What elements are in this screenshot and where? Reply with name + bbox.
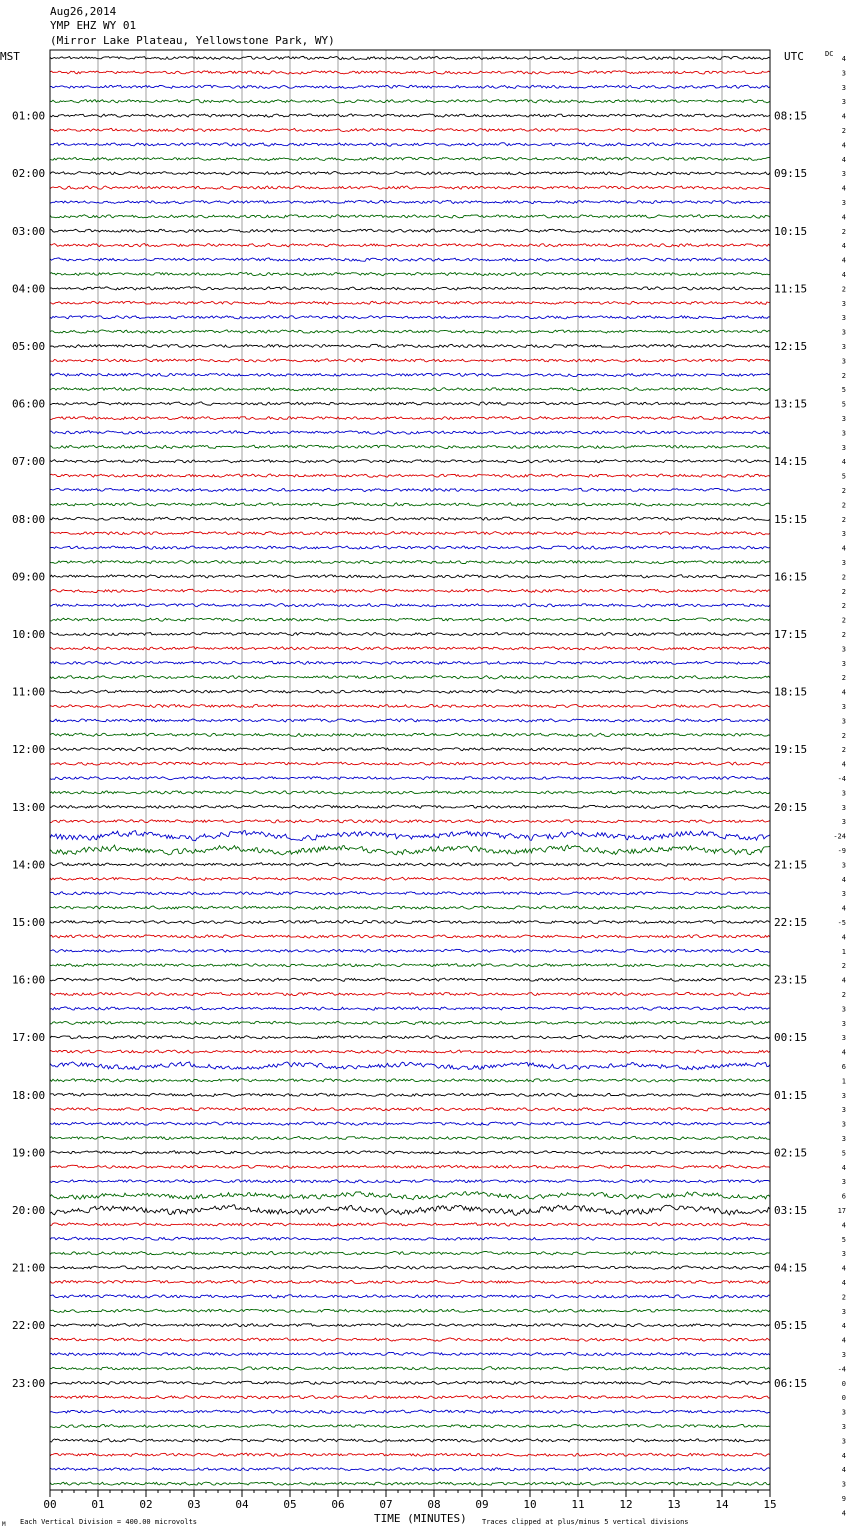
utc-hour-label: 17:15 xyxy=(774,628,808,641)
trace-line xyxy=(50,474,770,477)
dc-offset-label: 0 xyxy=(841,1394,846,1403)
dc-offset-label: 3 xyxy=(841,170,846,179)
mst-hour-label: 01:00 xyxy=(12,109,46,123)
trace-line xyxy=(50,719,770,722)
dc-offset-label: 2 xyxy=(841,285,846,294)
trace-line xyxy=(50,215,770,218)
trace-line xyxy=(50,460,770,463)
dc-offset-label: 2 xyxy=(841,631,846,639)
dc-offset-label: 2 xyxy=(841,746,846,755)
trace-line xyxy=(50,906,770,909)
mst-hour-label: 22:00 xyxy=(12,1319,46,1333)
trace-line xyxy=(50,114,770,117)
mst-hour-label: 16:00 xyxy=(12,973,46,987)
trace-line xyxy=(50,1165,770,1168)
trace-line xyxy=(50,546,770,549)
x-tick-label: 14 xyxy=(715,1498,729,1511)
trace-line xyxy=(50,978,770,981)
utc-hour-label: 22:15 xyxy=(774,916,808,929)
trace-line xyxy=(50,56,770,59)
utc-hour-label: 20:15 xyxy=(774,800,808,814)
dc-offset-label: 2 xyxy=(841,501,846,510)
mst-hour-label: 05:00 xyxy=(12,340,46,353)
utc-hour-label: 19:15 xyxy=(774,743,808,757)
trace-line xyxy=(50,1180,770,1183)
trace-line xyxy=(50,1237,770,1240)
dc-offset-label: 0 xyxy=(841,1379,846,1388)
trace-layer xyxy=(50,56,770,1485)
dc-offset-label: 6 xyxy=(841,1063,846,1071)
trace-line xyxy=(50,517,770,520)
dc-offset-label: 3 xyxy=(841,645,846,654)
dc-offset-label: 4 xyxy=(841,1509,846,1518)
trace-line xyxy=(50,1108,770,1111)
utc-hour-label: 15:15 xyxy=(774,512,808,526)
utc-hour-label: 05:15 xyxy=(774,1319,808,1333)
date-label: Aug26,2014 xyxy=(50,5,117,18)
dc-offset-label: 2 xyxy=(841,674,846,683)
trace-line xyxy=(50,344,770,347)
trace-line xyxy=(50,229,770,232)
trace-line xyxy=(50,820,770,823)
dc-offset-label: 3 xyxy=(841,789,846,798)
trace-line xyxy=(50,186,770,189)
dc-offset-label: 4 xyxy=(841,904,846,913)
dc-offset-label: 4 xyxy=(841,155,846,164)
trace-line xyxy=(50,1410,770,1413)
trace-line xyxy=(50,1079,770,1082)
trace-line xyxy=(50,1338,770,1341)
trace-line xyxy=(50,920,770,923)
x-axis-title: TIME (MINUTES) xyxy=(374,1512,467,1525)
dc-offset-label: 2 xyxy=(841,587,846,596)
dc-offset-label: 2 xyxy=(841,515,846,524)
x-tick-label: 10 xyxy=(523,1498,537,1511)
trace-line xyxy=(50,301,770,304)
dc-offset-label: 4 xyxy=(841,1451,846,1460)
trace-line xyxy=(50,1468,770,1471)
trace-line xyxy=(50,388,770,391)
trace-line xyxy=(50,1021,770,1024)
trace-line xyxy=(50,1381,770,1384)
trace-line xyxy=(50,791,770,794)
trace-line xyxy=(50,877,770,880)
dc-offset-label: 4 xyxy=(841,1163,846,1172)
trace-line xyxy=(50,488,770,491)
mst-hour-label: 21:00 xyxy=(12,1261,46,1275)
mst-hour-label: 02:00 xyxy=(12,167,46,181)
dc-offset-label: 3 xyxy=(841,1106,846,1115)
dc-offset-label: 3 xyxy=(841,1091,846,1100)
dc-offset-label: 2 xyxy=(841,371,846,380)
trace-line xyxy=(50,1062,770,1070)
trace-line xyxy=(50,831,770,841)
trace-line xyxy=(50,964,770,967)
x-tick-label: 08 xyxy=(427,1498,441,1511)
dc-offset-label: 3 xyxy=(841,1019,846,1028)
dc-offset-label: 2 xyxy=(841,127,846,135)
plot-frame xyxy=(50,50,770,1490)
trace-line xyxy=(50,863,770,866)
corner-mark: M xyxy=(2,1521,6,1528)
trace-line xyxy=(50,1192,770,1200)
trace-line xyxy=(50,1439,770,1442)
x-tick-label: 01 xyxy=(91,1498,105,1511)
dc-offset-label: 4 xyxy=(841,760,846,769)
dc-offset-label: 4 xyxy=(841,688,846,697)
trace-line xyxy=(50,71,770,74)
trace-line xyxy=(50,244,770,247)
time-grid xyxy=(98,50,722,1490)
trace-line xyxy=(50,359,770,362)
dc-offset-label: 4 xyxy=(841,458,846,467)
trace-line xyxy=(50,561,770,564)
dc-offset-label: 3 xyxy=(841,703,846,711)
trace-line xyxy=(50,1122,770,1125)
dc-offset-label: 4 xyxy=(841,112,846,121)
trace-line xyxy=(50,1007,770,1010)
mst-hour-label: 12:00 xyxy=(12,743,46,757)
dc-offset-label: 4 xyxy=(841,1322,846,1331)
utc-hour-label: 14:15 xyxy=(774,455,808,469)
dc-offset-label: 3 xyxy=(841,1005,846,1014)
trace-line xyxy=(50,776,770,779)
dc-offset-label: 4 xyxy=(841,1264,846,1273)
trace-line xyxy=(50,1050,770,1053)
right-axis-title: UTC xyxy=(784,50,804,63)
mst-hour-label: 08:00 xyxy=(12,512,46,526)
trace-line xyxy=(50,1367,770,1370)
trace-line xyxy=(50,704,770,707)
trace-line xyxy=(50,618,770,621)
trace-line xyxy=(50,431,770,434)
dc-offset-label: 3 xyxy=(841,1135,846,1143)
trace-line xyxy=(50,445,770,448)
utc-hour-label: 16:15 xyxy=(774,570,808,584)
trace-line xyxy=(50,1424,770,1427)
dc-offset-label: 3 xyxy=(841,1250,846,1259)
trace-line xyxy=(50,992,770,995)
dc-offset-label: 3 xyxy=(841,357,846,366)
utc-hour-label: 12:15 xyxy=(774,340,808,353)
mst-hour-label: 15:00 xyxy=(12,916,46,929)
dc-offset-label: 5 xyxy=(841,472,846,481)
trace-line xyxy=(50,373,770,376)
dc-offset-label: 9 xyxy=(841,1495,846,1503)
dc-offset-label: 3 xyxy=(841,1408,846,1417)
dc-offset-label: 3 xyxy=(841,1437,846,1446)
dc-offset-label: 3 xyxy=(841,1423,846,1431)
dc-offset-label: 3 xyxy=(841,314,846,323)
dc-offset-label: 4 xyxy=(841,256,846,265)
dc-offset-label: 3 xyxy=(841,443,846,452)
mst-hour-label: 11:00 xyxy=(12,685,46,699)
trace-line xyxy=(50,1352,770,1355)
dc-offset-label: 4 xyxy=(841,875,846,884)
utc-hour-label: 11:15 xyxy=(774,282,808,296)
dc-offset-label: 4 xyxy=(841,1048,846,1057)
mst-hour-label: 04:00 xyxy=(12,282,46,296)
trace-line xyxy=(50,316,770,319)
dc-offset-label: 4 xyxy=(841,184,846,193)
dc-offset-label: 2 xyxy=(841,731,846,740)
trace-line xyxy=(50,1266,770,1269)
trace-line xyxy=(50,1036,770,1039)
dc-offset-label: 2 xyxy=(841,573,846,582)
trace-line xyxy=(50,949,770,952)
dc-offset-label: 4 xyxy=(841,976,846,985)
dc-offset-label: 3 xyxy=(841,199,846,207)
dc-offset-label: 3 xyxy=(841,429,846,438)
trace-line xyxy=(50,1324,770,1327)
trace-line xyxy=(50,172,770,175)
trace-line xyxy=(50,633,770,636)
dc-offset-label: 6 xyxy=(841,1192,846,1201)
trace-line xyxy=(50,402,770,405)
utc-hour-label: 13:15 xyxy=(774,397,808,411)
dc-offset-label: 3 xyxy=(841,343,846,351)
trace-line xyxy=(50,661,770,664)
trace-line xyxy=(50,845,770,855)
dc-offset-label: 3 xyxy=(841,890,846,899)
trace-line xyxy=(50,532,770,535)
x-tick-label: 15 xyxy=(763,1498,777,1511)
dc-offset-label: 3 xyxy=(841,717,846,726)
trace-line xyxy=(50,604,770,607)
trace-line xyxy=(50,676,770,679)
utc-hour-label: 18:15 xyxy=(774,685,808,699)
mst-hour-label: 18:00 xyxy=(12,1088,46,1102)
dc-offset-label: 4 xyxy=(841,55,846,63)
utc-hour-label: 02:15 xyxy=(774,1146,808,1160)
utc-hour-label: 10:15 xyxy=(774,224,808,238)
dc-offset-label: 4 xyxy=(841,544,846,553)
dc-offset-label: 4 xyxy=(841,271,846,279)
trace-line xyxy=(50,733,770,736)
trace-line xyxy=(50,1251,770,1255)
dc-offset-label: 4 xyxy=(841,1466,846,1475)
trace-line xyxy=(50,100,770,103)
trace-line xyxy=(50,1151,770,1154)
dc-offset-label: 3 xyxy=(841,415,846,423)
dc-offset-label: -4 xyxy=(837,1365,846,1374)
mst-hour-label: 23:00 xyxy=(12,1376,46,1390)
trace-line xyxy=(50,935,770,938)
dc-offset-label: 4 xyxy=(841,242,846,251)
mst-hour-label: 07:00 xyxy=(12,455,46,469)
dc-offset-label: 4 xyxy=(841,1336,846,1345)
dc-offset-label: 2 xyxy=(841,616,846,625)
dc-offset-label: 2 xyxy=(841,602,846,611)
x-tick-label: 03 xyxy=(187,1498,201,1511)
trace-line xyxy=(50,157,770,160)
utc-hour-label: 00:15 xyxy=(774,1031,808,1045)
trace-line xyxy=(50,589,770,592)
trace-line xyxy=(50,805,770,808)
trace-line xyxy=(50,1223,770,1226)
location-label: (Mirror Lake Plateau, Yellowstone Park, WY) xyxy=(50,34,335,47)
utc-hour-label: 03:15 xyxy=(774,1204,808,1217)
mst-hour-label: 09:00 xyxy=(12,570,46,584)
dc-offset-label: 2 xyxy=(841,487,846,495)
mst-hour-label: 14:00 xyxy=(12,858,46,872)
dc-offset-label: 2 xyxy=(841,1293,846,1302)
trace-line xyxy=(50,273,770,276)
trace-line xyxy=(50,1093,770,1096)
trace-line xyxy=(50,1295,770,1298)
utc-hour-label: 21:15 xyxy=(774,858,808,872)
trace-line xyxy=(50,1453,770,1456)
x-tick-label: 09 xyxy=(475,1498,489,1511)
mst-hour-label: 19:00 xyxy=(12,1146,46,1160)
trace-line xyxy=(50,575,770,578)
dc-offset-label: 4 xyxy=(841,933,846,942)
dc-offset-label: 3 xyxy=(841,1307,846,1316)
trace-line xyxy=(50,143,770,146)
utc-hour-label: 04:15 xyxy=(774,1261,808,1275)
x-tick-label: 00 xyxy=(43,1498,57,1511)
dc-offset-label: 2 xyxy=(841,962,846,971)
dc-offset-label: 4 xyxy=(841,213,846,222)
utc-hour-label: 09:15 xyxy=(774,167,808,181)
x-tick-label: 05 xyxy=(283,1498,297,1511)
dc-offset-label: 3 xyxy=(841,299,846,308)
dc-offset-label: 3 xyxy=(841,1178,846,1187)
dc-offset-label: -5 xyxy=(837,919,846,927)
dc-offset-label: -9 xyxy=(837,847,846,855)
dc-offset-label: 3 xyxy=(841,818,846,827)
trace-line xyxy=(50,330,770,333)
x-tick-label: 12 xyxy=(619,1498,633,1511)
trace-line xyxy=(50,647,770,650)
trace-line xyxy=(50,503,770,506)
utc-hour-label: 08:15 xyxy=(774,109,808,123)
dc-offset-label: 3 xyxy=(841,861,846,870)
dc-label: DC xyxy=(825,50,834,58)
dc-offset-label: 3 xyxy=(841,69,846,78)
dc-offset-label: 17 xyxy=(837,1207,846,1215)
trace-line xyxy=(50,200,770,203)
trace-line xyxy=(50,1482,770,1485)
dc-offset-label: 3 xyxy=(841,83,846,92)
left-axis-title: MST xyxy=(0,50,20,63)
dc-offset-label: -4 xyxy=(837,775,846,783)
dc-offset-label: 3 xyxy=(841,1034,846,1043)
dc-offset-label: 2 xyxy=(841,991,846,999)
trace-line xyxy=(50,287,770,290)
trace-line xyxy=(50,85,770,88)
dc-offset-label: 3 xyxy=(841,1480,846,1489)
station-label: YMP EHZ WY 01 xyxy=(50,19,137,32)
dc-offset-label: 3 xyxy=(841,659,846,668)
trace-line xyxy=(50,1136,770,1139)
trace-line xyxy=(50,128,770,131)
mst-hour-label: 20:00 xyxy=(12,1204,46,1217)
dc-offset-label: -24 xyxy=(833,832,846,841)
dc-offset-label: 5 xyxy=(841,1149,846,1158)
trace-line xyxy=(50,892,770,895)
utc-hour-label: 01:15 xyxy=(774,1088,808,1102)
dc-offset-label: 4 xyxy=(841,141,846,150)
dc-offset-label: 2 xyxy=(841,227,846,236)
mst-hour-label: 13:00 xyxy=(12,800,46,814)
trace-line xyxy=(50,762,770,765)
dc-offset-label: 3 xyxy=(841,803,846,812)
trace-line xyxy=(50,1280,770,1283)
dc-offset-label: 5 xyxy=(841,1235,846,1244)
utc-hour-label: 06:15 xyxy=(774,1376,808,1390)
dc-offset-label: 3 xyxy=(841,98,846,107)
x-tick-label: 13 xyxy=(667,1498,681,1511)
x-tick-label: 04 xyxy=(235,1498,249,1511)
dc-offset-label: 3 xyxy=(841,559,846,567)
trace-line xyxy=(50,690,770,693)
dc-offset-label: 5 xyxy=(841,400,846,409)
scale-note: Each Vertical Division = 400.00 microvolts xyxy=(20,1518,198,1526)
mst-hour-label: 17:00 xyxy=(12,1031,46,1045)
dc-offset-label: 3 xyxy=(841,1120,846,1129)
dc-offset-label: 4 xyxy=(841,1279,846,1287)
clip-note: Traces clipped at plus/minus 5 vertical divisions xyxy=(482,1518,689,1526)
dc-offset-label: 3 xyxy=(841,530,846,539)
dc-offset-label: 5 xyxy=(841,386,846,395)
trace-line xyxy=(50,748,770,751)
trace-line xyxy=(50,1396,770,1399)
trace-line xyxy=(50,258,770,261)
trace-line xyxy=(50,1309,770,1312)
dc-offset-label: 1 xyxy=(841,1077,846,1086)
x-tick-label: 06 xyxy=(331,1498,345,1511)
dc-offset-label: 4 xyxy=(841,1221,846,1230)
trace-line xyxy=(50,416,770,419)
dc-offset-label: 3 xyxy=(841,1351,846,1359)
x-tick-label: 02 xyxy=(139,1498,153,1511)
trace-line xyxy=(50,1205,770,1216)
x-tick-label: 11 xyxy=(571,1498,585,1511)
dc-offset-label: 1 xyxy=(841,947,846,956)
mst-hour-label: 03:00 xyxy=(12,224,46,238)
dc-offset-label: 3 xyxy=(841,328,846,337)
mst-hour-label: 10:00 xyxy=(12,628,46,641)
utc-hour-label: 23:15 xyxy=(774,973,808,987)
mst-hour-label: 06:00 xyxy=(12,397,46,411)
x-tick-label: 07 xyxy=(379,1498,393,1511)
